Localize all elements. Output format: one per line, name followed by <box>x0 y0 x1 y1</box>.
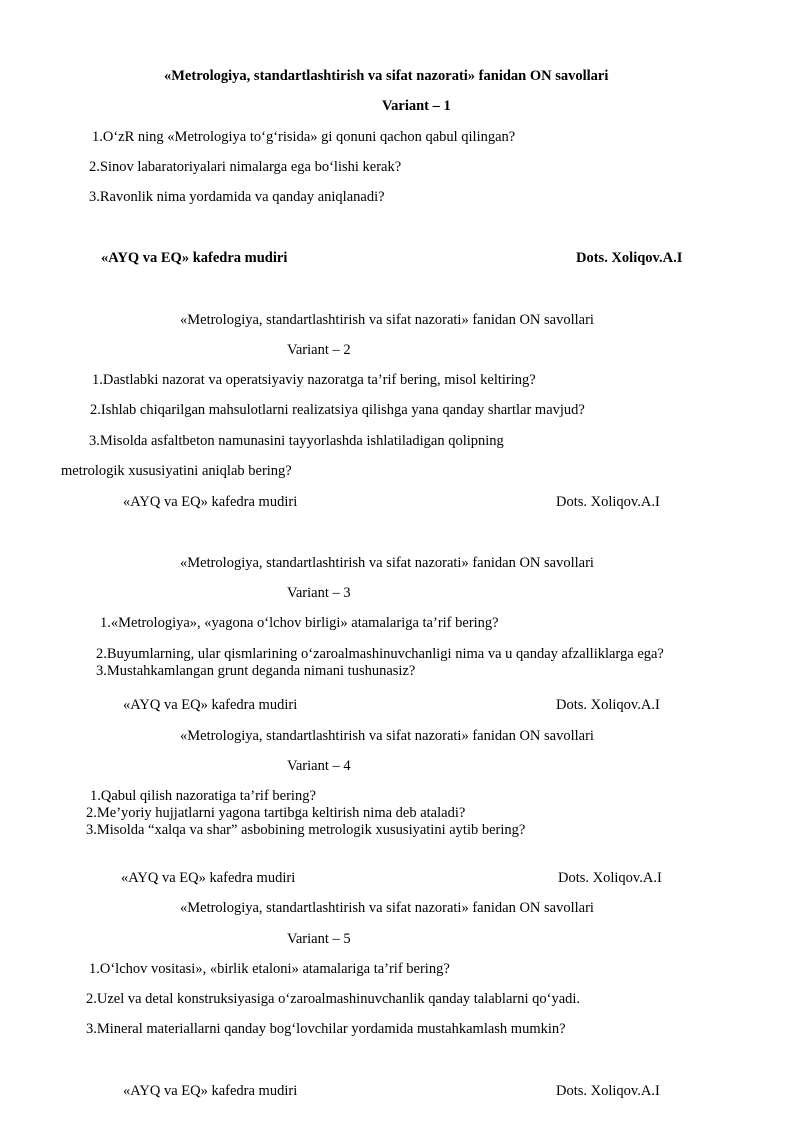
variant-3-label: Variant – 3 <box>287 585 351 601</box>
variant-2-question-3: 3.Misolda asfaltbeton namunasini tayyorlashda ishlatiladigan qolipning <box>89 433 504 449</box>
variant-4-label: Variant – 4 <box>287 758 351 774</box>
variant-1-title: «Metrologiya, standartlashtirish va sifat nazorati» fanidan ON savollari <box>164 68 609 84</box>
variant-2-question-2: 2.Ishlab chiqarilgan mahsulotlarni realizatsiya qilishga yana qanday shartlar mavjud? <box>90 402 585 418</box>
variant-5-question-1: 1.O‘lchov vositasi», «birlik etaloni» atamalariga ta’rif bering? <box>89 961 450 977</box>
variant-4-signature-right: Dots. Xoliqov.A.I <box>558 870 662 886</box>
variant-5-question-3: 3.Mineral materiallarni qanday bog‘lovchilar yordamida mustahkamlash mumkin? <box>86 1021 566 1037</box>
variant-2-question-1: 1.Dastlabki nazorat va operatsiyaviy nazoratga ta’rif bering, misol keltiring? <box>92 372 536 388</box>
variant-5-label: Variant – 5 <box>287 931 351 947</box>
variant-5-title: «Metrologiya, standartlashtirish va sifat nazorati» fanidan ON savollari <box>180 900 594 916</box>
variant-3-question-1: 1.«Metrologiya», «yagona o‘lchov birligi» atamalariga ta’rif bering? <box>100 615 499 631</box>
variant-3-signature-left: «AYQ va EQ» kafedra mudiri <box>123 697 298 713</box>
variant-2-signature-left: «AYQ va EQ» kafedra mudiri <box>123 494 298 510</box>
variant-4-title: «Metrologiya, standartlashtirish va sifat nazorati» fanidan ON savollari <box>180 728 594 744</box>
variant-2-title: «Metrologiya, standartlashtirish va sifat nazorati» fanidan ON savollari <box>180 312 594 328</box>
variant-1-question-2: 2.Sinov labaratoriyalari nimalarga ega bo‘lishi kerak? <box>89 159 402 175</box>
variant-4-signature-left: «AYQ va EQ» kafedra mudiri <box>121 870 296 886</box>
variant-1-label: Variant – 1 <box>382 98 451 114</box>
variant-3-signature-right: Dots. Xoliqov.A.I <box>556 697 660 713</box>
variant-5-signature-left: «AYQ va EQ» kafedra mudiri <box>123 1083 298 1099</box>
variant-2-label: Variant – 2 <box>287 342 351 358</box>
variant-2-question-3-cont: metrologik xususiyatini aniqlab bering? <box>61 463 292 479</box>
variant-3-question-3: 3.Mustahkamlangan grunt deganda nimani tushunasiz? <box>96 663 416 679</box>
variant-5-signature-right: Dots. Xoliqov.A.I <box>556 1083 660 1099</box>
variant-1-question-3: 3.Ravonlik nima yordamida va qanday aniqlanadi? <box>89 189 385 205</box>
variant-1-signature-right: Dots. Xoliqov.A.I <box>576 250 683 266</box>
variant-4-question-2: 2.Me’yoriy hujjatlarni yagona tartibga keltirish nima deb ataladi? <box>86 805 466 821</box>
variant-1-question-1: 1.O‘zR ning «Metrologiya to‘g‘risida» gi qonuni qachon qabul qilingan? <box>92 129 516 145</box>
variant-4-question-1: 1.Qabul qilish nazoratiga ta’rif bering? <box>90 788 316 804</box>
variant-5-question-2: 2.Uzel va detal konstruksiyasiga o‘zaroalmashinuvchanlik qanday talablarni qo‘yadi. <box>86 991 581 1007</box>
variant-3-question-2: 2.Buyumlarning, ular qismlarining o‘zaroalmashinuvchanligi nima va u qanday afzalliklarga ega? <box>96 646 664 662</box>
variant-4-question-3: 3.Misolda “xalqa va shar” asbobining metrologik xususiyatini aytib bering? <box>86 822 526 838</box>
variant-1-signature-left: «AYQ va EQ» kafedra mudiri <box>101 250 288 266</box>
variant-3-title: «Metrologiya, standartlashtirish va sifat nazorati» fanidan ON savollari <box>180 555 594 571</box>
variant-2-signature-right: Dots. Xoliqov.A.I <box>556 494 660 510</box>
